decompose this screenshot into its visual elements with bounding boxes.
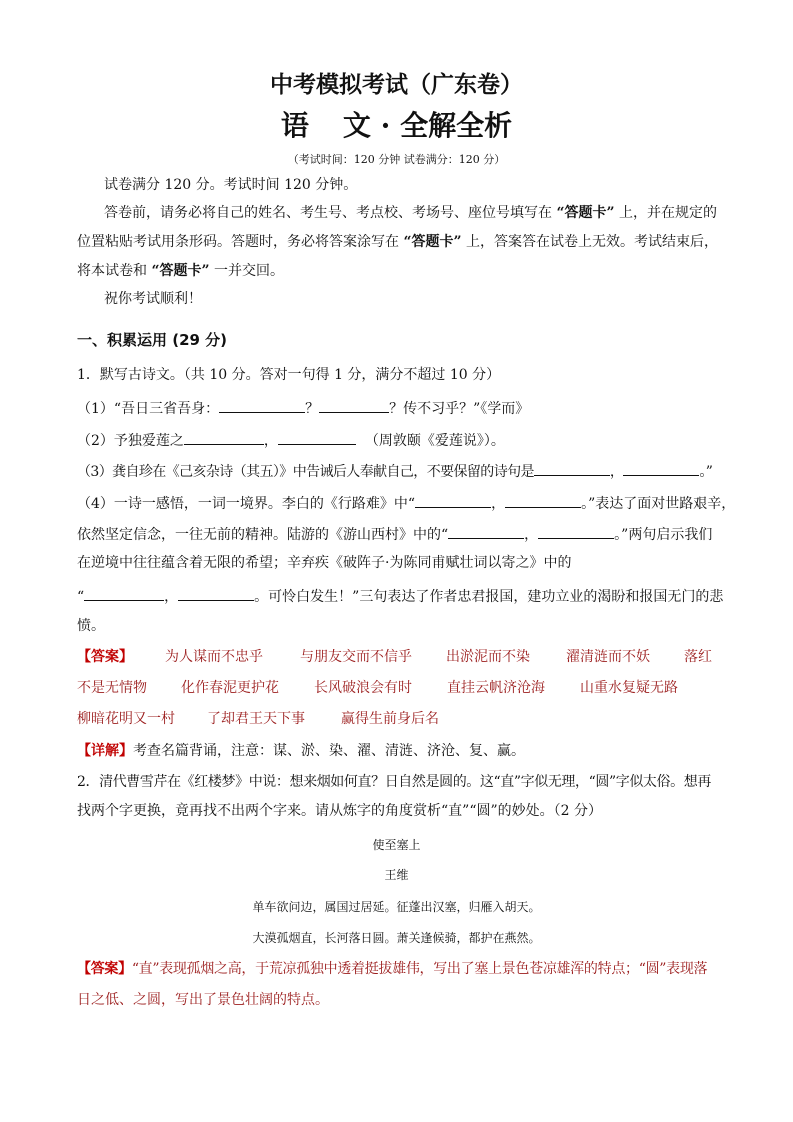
subject-rest: 文 · 全解全析 [342, 109, 513, 142]
section-heading: 一、积累运用 (29 分) [77, 331, 228, 349]
instr-2a: 答卷前，请务必将自己的姓名、考生号、考点校、考场号、座位号填写在 [104, 205, 557, 221]
answer-card-term: “答题卡” [556, 205, 615, 221]
fill-blank[interactable] [534, 461, 610, 476]
comma: ， [491, 496, 506, 512]
exam-title: 中考模拟考试（广东卷） [270, 71, 523, 98]
instr-3b: 上，答案答在试卷上无效。考试结束后， [461, 234, 719, 250]
poem-author: 王维 [384, 868, 409, 882]
answer-item: 落红 [684, 649, 712, 665]
instr-4b: 一并交回。 [209, 263, 285, 279]
q1-sub3 [77, 461, 712, 481]
q1-sub2 [77, 430, 505, 450]
q2-line1: 2．清代曹雪芹在《红楼梦》中说：想来烟如何直？日自然是圆的。这“直”字似无理，“圆”字似太俗。想再 [77, 774, 711, 790]
fill-blank[interactable] [319, 398, 389, 413]
q1-sub4-tail: 。可怜白发生！”三句表达了作者忠君报国，建功立业的渴盼和报国无门的悲 [254, 589, 724, 605]
comma: ， [524, 527, 539, 543]
answer-card-term: “答题卡” [403, 234, 462, 250]
subject-title [0, 104, 793, 144]
q1-sub4-text: 依然坚定信念，一往无前的精神。陆游的《游山西村》中的“ [77, 527, 449, 543]
detail-text: 考查名篇背诵，注意：谋、淤、染、濯、清涟、济沧、复、赢。 [133, 743, 525, 759]
fill-blank[interactable] [448, 524, 524, 539]
instr-2b: 上，并在规定的 [614, 205, 718, 221]
answer-item: 濯清涟而不妖 [566, 649, 650, 665]
instruction-line-3 [77, 233, 718, 251]
answer-item: 长风破浪会有时 [314, 680, 412, 696]
q1-sub2-tail: （周敦颐《爱莲说》）。 [364, 433, 505, 449]
q-mark: ？ [305, 401, 320, 417]
instr-4a: 将本试卷和 [77, 263, 152, 279]
instruction-line-4 [77, 262, 284, 280]
fill-blank[interactable] [178, 586, 254, 601]
answer-item: 出淤泥而不染 [446, 649, 530, 665]
q1-sub4-tail: 。”表达了面对世路艰辛， [581, 496, 736, 512]
exam-meta: （考试时间：120 分钟 试卷满分：120 分） [287, 153, 506, 166]
fill-blank[interactable] [505, 493, 581, 508]
detail-label: 【详解】 [77, 743, 133, 759]
answer-label: 【答案】 [77, 649, 133, 665]
fill-blank[interactable] [278, 430, 356, 445]
answer-item: 赢得生前身后名 [341, 711, 439, 727]
answer-item: 化作春泥更护花 [181, 680, 279, 696]
fill-blank[interactable] [623, 461, 699, 476]
q1-sub1-text: （1）“吾日三省吾身： [77, 401, 220, 417]
fill-blank[interactable] [538, 524, 614, 539]
answer-item: 山重水复疑无路 [580, 680, 678, 696]
comma: ， [609, 464, 624, 480]
q1-sub4-line2 [77, 524, 712, 544]
instruction-line-2 [104, 204, 717, 222]
fill-blank[interactable] [184, 430, 264, 445]
q1-sub1 [77, 398, 529, 418]
answer-item: 直挂云帆济沧海 [447, 680, 545, 696]
answer-item: 柳暗花明又一村 [77, 711, 175, 727]
q2-line2: 找两个字更换，竟再找不出两个字来。请从炼字的角度赏析“直”“圆”的妙处。（2 分） [77, 803, 602, 819]
answer-item: 不是无情物 [77, 680, 147, 696]
answer-item: 了却君王天下事 [207, 711, 305, 727]
q1-sub1-tail: ？传不习乎？”《学而》 [389, 401, 530, 417]
q1-sub4-text: （4）一诗一感悟，一词一境界。李白的《行路难》中“ [77, 496, 416, 512]
q1-sub4-line5: 愤。 [77, 618, 105, 634]
q1-sub4-line1 [77, 493, 735, 513]
fill-blank[interactable] [219, 398, 305, 413]
fill-blank[interactable] [415, 493, 491, 508]
instruction-good-luck: 祝你考试顺利！ [104, 291, 202, 307]
answer-card-term: “答题卡” [151, 263, 210, 279]
poem-line-2: 大漠孤烟直，长河落日圆。萧关逢候骑，都护在燕然。 [252, 931, 541, 945]
q1-sub2-text: （2）予独爱莲之 [77, 433, 184, 449]
answer2-line2: 日之低、之圆，写出了景色壮阔的特点。 [77, 992, 329, 1008]
poem-title: 使至塞上 [372, 838, 421, 852]
detail-line [77, 742, 525, 760]
instr-3a: 位置粘贴考试用条形码。答题时，务必将答案涂写在 [77, 234, 404, 250]
open-quote: “ [77, 589, 85, 605]
answer-label: 【答案】 [77, 961, 132, 977]
answer2-line1 [77, 960, 707, 978]
poem-line-1: 单车欲问边，属国过居延。征蓬出汉塞，归雁入胡天。 [252, 900, 541, 914]
answer-item: 与朋友交而不信乎 [300, 649, 412, 665]
q1-sub3-end: 。” [699, 464, 713, 480]
subject-char: 语 [280, 109, 309, 142]
q1-sub3-text: （3）龚自珍在《己亥杂诗（其五）》中告诫后人奉献自己，不要保留的诗句是 [77, 464, 534, 480]
instruction-line-1: 试卷满分 120 分。考试时间 120 分钟。 [104, 177, 358, 193]
q1-stem: 1．默写古诗文。（共 10 分。答对一句得 1 分，满分不超过 10 分） [77, 367, 501, 383]
q1-sub4-line4 [77, 586, 723, 606]
answer2-text: “直”表现孤烟之高，于荒凉孤独中透着挺拔雄伟，写出了塞上景色苍凉雄浑的特点；“圆”表现落 [131, 961, 708, 977]
fill-blank[interactable] [84, 586, 164, 601]
answer-item: 为人谋而不忠乎 [165, 649, 263, 665]
comma: ， [164, 589, 179, 605]
comma: ， [263, 433, 278, 449]
q1-sub4-tail: 。”两句启示我们 [614, 527, 713, 543]
q1-sub4-line3: 在逆境中往往蕴含着无限的希望；辛弃疾《破阵子·为陈同甫赋壮词以寄之》中的 [77, 555, 572, 571]
